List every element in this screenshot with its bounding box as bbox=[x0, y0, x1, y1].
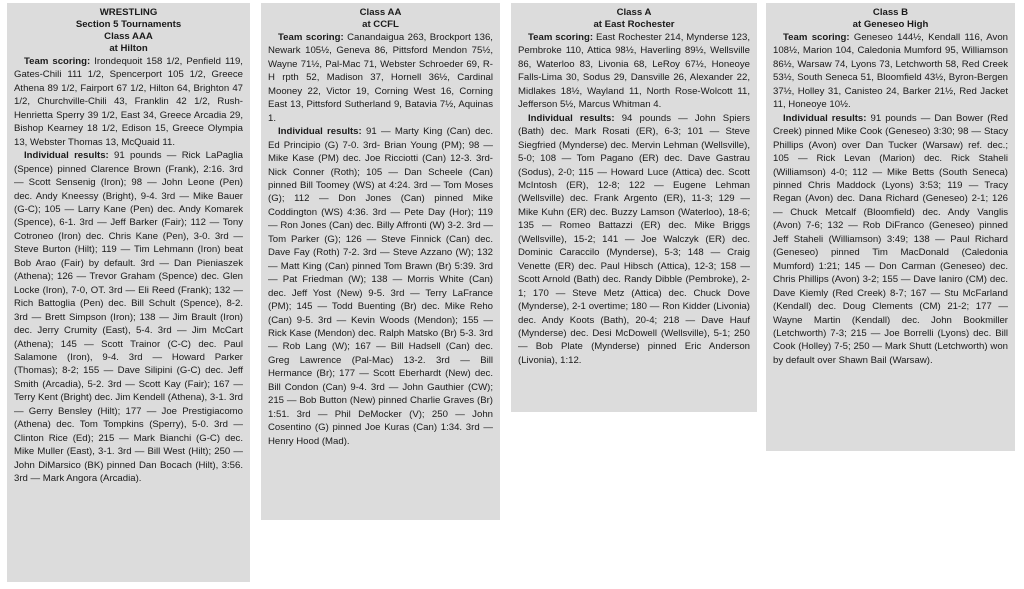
individual-results-text: 94 pounds — John Spiers (Bath) dec. Mark Rosati (ER), 6-3; 101 — Steve Siegfried (Mynderse) dec. Mervin Lehman (Wellsville), 5-0; 108 — Tom Pagano (ER) dec. Dave Gastrau (Sodus), 2-0; 115 — Howard Luce (Attica) dec. Scott McIntosh (ER), 12-8; 122 — Eugene Lehman (Wellsville) dec. Frank Argento (ER), 11-3; 129 — Mike Kuhn (ER) dec. Buzzy Lamson (Waterloo), 18-6; 135 — Romeo Battazzi (ER) dec. Mike Briggs (Wellsville), 15-2; 141 — Joe Walczyk (ER) dec. Dominic Caraccilo (Mynderse), 5-3; 148 — Craig Venette (ER) dec. Paul Hibsch (Attica), 12-3; 158 — Scott Arnold (Bath) dec. Randy Dibble (Pembroke), 2-1; 170 — Steve Metz (Attica) dec. Chuck Dove (Mynderse), 2-1 overtime; 180 — Ron Kidder (Livonia) dec. Andy Koots (Bath), 20-4; 218 — Dave Hauf (Mynderse) dec. Desi McDowell (Wellsville), 5-1; 250 — Bob Plate (Mynderse) pinned Eric Anderson (Livonia), 1:12. bbox=[518, 112, 750, 366]
team-scoring-text: Geneseo 144½, Kendall 116, Avon 108½, Marion 104, Caledonia Mumford 95, Williamson 86½, Warsaw 74, Lyons 73, Letchworth 58, Red Creek 53½, South Seneca 51, Bloomfield 43½, Byron-Bergen 37½, Holley 31, Canisteo 24, Barker 21½, Red Jacket 11, Honeoye 10½. bbox=[773, 32, 1008, 111]
team-scoring-text: Irondequoit 158 1/2, Penfield 119, Gates-Chili 111 1/2, Spencerport 105 1/2, Greece Athena 89 1/2, Fairport 67 1/2, Hilton 64, Brighton 47 1/2, Churchville-Chili 43, Franklin 42 1/2, Rush-Henrietta Sperry 39 1/2, East 34, Greece Arcadia 29, Bishop Kearney 18 1/2, Edison 15, Greece Olympia 13, Webster Thomas 13, McQuaid 11. bbox=[14, 56, 243, 148]
venue-title: at Geneseo High bbox=[852, 19, 929, 30]
team-scoring-paragraph bbox=[268, 31, 493, 125]
individual-results-paragraph bbox=[14, 149, 243, 485]
individual-results-text: 91 pounds — Dan Bower (Red Creek) pinned Mike Cook (Geneseo) 3:30; 98 — Stacy Phillips (Avon) over Dan Tucker (Warsaw) ref. dec.; 105 — Rick Levan (Marion) dec. Rick Staheli (Williamson) 4-0; 112 — Mike Betts (South Seneca) pinned Chris Maddock (Lyons) 3:53; 119 — Tracy Regan (Avon) dec. Dana Richard (Geneseo) 2-1; 126 — Chuck Metcalf (Bloomfield) dec. Andy Vanglis (Avon) 7-6; 132 — Rob DiFranco (Geneseo) pinned Jeff Staheli (Williamson) 3:49; 138 — Paul Richard (Geneseo) pinned Tim MacDonald (Caledonia Mumford) 1:21; 145 — Don Carman (Geneseo) dec. Chris Phillips (Avon) 3-2; 155 — Dave Ianiro (CM) dec. Dave Kiemly (Red Creek) 8-7; 167 — Stu McFarland (Kendall) dec. Doug Clements (CM) 21-2; 177 — Wayne Martin (Kendall) dec. John Bookmiller (Letchworth) 7-3; 215 — Joe Borrelli (Lyons) dec. Bill Cook (Holley) 7-5; 250 — Mark Shutt (Letchworth) won by default over Shawn Bail (Warsaw). bbox=[773, 112, 1008, 366]
venue-title: at Hilton bbox=[109, 43, 148, 54]
class-title: Class B bbox=[872, 7, 909, 18]
individual-results-label: Individual results: bbox=[278, 126, 362, 138]
team-scoring-paragraph bbox=[14, 55, 243, 149]
team-scoring-label: Team scoring: bbox=[528, 32, 594, 43]
individual-results-text: 91 pounds — Rick LaPaglia (Spence) pinned Clarence Brown (Frank), 2:16. 3rd — Scott Sensenig (Iron); 98 — John Leone (Pen) dec. Andy Kneessy (Bright), 9-4. 3rd — Mike Bauer (G-C); 105 — Larry Kane (Pen) dec. Andy Komarek (Spence), 6-1. 3rd — Jeff Barker (Fair); 112 — Tony Cotroneo (Iron) dec. Chris Kane (Pen), 3-0. 3rd — Steve Burton (Hilt); 119 — Tim Lehmann (Iron) beat Bob Arao (Fair) by default. 3rd — Dan Pieniaszek (Athena); 126 — Trevor Graham (Spence) dec. Glen Locke (Iron), 7-0, OT. 3rd — Eli Reed (Frank); 132 — Rich Battoglia (Pen) dec. Bill Schult (Spence), 8-2. 3rd — Brett Simpson (Iron); 138 — Jim Brault (Iron) dec. Jerry Crumity (East), 5-4. 3rd — Jim McCart (Athena); 145 — Scott Trainor (C-C) dec. Paul Salamone (Iron), 9-4. 3rd — Howard Parker (Thomas); 8-2; 155 — Dave Silipini (G-C) dec. Jeff Smith (Arcadia), 5-2. 3rd — Scott Kay (Fair); 167 — Terry Kent (Bright) dec. Jim Kendell (Athena), 3-1. 3rd — Gerry Bensley (Hilt); 177 — Joe Prestigiacomo (Athena) dec. Tom Tompkins (Sperry), 5-0. 3rd — Clinton Rice (Ed); 215 — Mark Bianchi (G-C) dec. Mike Muller (East), 3-1. 3rd — Bill West (Hilt); 250 — John DiMarsico (BK) pinned Dan Bocach (Hilt), 3:56. 3rd — Mark Angora (Arcadia). bbox=[14, 150, 243, 485]
team-scoring-label: Team scoring: bbox=[783, 32, 850, 43]
class-title: Class A bbox=[616, 7, 652, 18]
team-scoring-text: East Rochester 214, Mynderse 123, Pembroke 110, Attica 98½, Haverling 89½, Wellsville 86, Waterloo 83, Livonia 68, LeRoy 67½, Honeoye Falls-Lima 30, Sodus 29, Dansville 26, Alexander 22, Midlakes 18½, Wayland 11, North Rose-Wolcott 11, Jefferson 5½, Marcus Whitman 4. bbox=[518, 32, 750, 111]
individual-results-paragraph bbox=[773, 112, 1008, 368]
clipping-heading bbox=[518, 7, 750, 31]
individual-results-label: Individual results: bbox=[528, 112, 615, 124]
clipping-class-a-east-rochester bbox=[511, 3, 757, 412]
venue-title: at CCFL bbox=[362, 19, 399, 30]
tournament-title: Section 5 Tournaments bbox=[75, 19, 182, 30]
section-title: WRESTLING bbox=[99, 7, 158, 18]
individual-results-paragraph bbox=[518, 112, 750, 368]
team-scoring-label: Team scoring: bbox=[24, 56, 91, 67]
clipping-class-aa-ccfl bbox=[261, 3, 500, 520]
individual-results-label: Individual results: bbox=[783, 112, 867, 124]
clipping-heading bbox=[773, 7, 1008, 31]
individual-results-paragraph bbox=[268, 125, 493, 448]
venue-title: at East Rochester bbox=[593, 19, 675, 30]
clipping-heading bbox=[268, 7, 493, 31]
class-title: Class AAA bbox=[104, 31, 153, 42]
clipping-heading bbox=[14, 7, 243, 55]
team-scoring-paragraph bbox=[773, 31, 1008, 112]
clipping-class-b-geneseo bbox=[766, 3, 1015, 451]
clipping-class-aaa-hilton bbox=[7, 3, 250, 582]
team-scoring-label: Team scoring: bbox=[278, 32, 344, 43]
individual-results-label: Individual results: bbox=[24, 150, 109, 162]
individual-results-text: 91 — Marty King (Can) dec. Ed Principio (G) 7-0. 3rd- Brian Young (PM); 98 — Mike Kase (PM) dec. Joe Ricciotti (Can) 12-3. 3rd- Nick Conner (Roth); 105 — Dan Scheele (Can) pinned Bill Toomey (WS) at 4:24. 3rd — Tom Moses (G); 112 — Don Jones (Can) pinned Mike Coddington (WS) 4:36. 3rd — Pete Day (Hor); 119 — Ron Jones (Can) dec. Billy Affronti (W) 3-2. 3rd — Tom Parker (G); 126 — Steve Finnick (Can) dec. Dave Fay (Roth) 7-2. 3rd — Steve Azzano (W); 132 — Matt King (Can) pinned Tom Brawn (Br) 5:39. 3rd — Pat Friedman (W); 138 — Morris White (Can) dec. Jeff Yost (New) 9-5. 3rd — Terry LaFrance (PM); 145 — Todd Buenting (Br) dec. Mike Reho (Can) 9-5. 3rd — Kevin Woods (Mendon); 155 — Rick Kase (Mendon) dec. Ralph Matsko (Br) 5-3. 3rd — Rob Lang (W); 167 — Bill Hadsell (Can) dec. Greg Lawrence (Pal-Mac) 13-2. 3rd — Bill Hermance (Br); 177 — Scott Eberhardt (New) dec. Bill Condon (Can) 9-4. 3rd — John Gauthier (CW); 215 — Bob Button (New) pinned Charlie Graves (Br) 1:51. 3rd — Phil DeMocker (V); 250 — John Cosentino (G) pinned Joe Kuras (Can) 1:34. 3rd — Henry Hood (Mad). bbox=[268, 126, 493, 447]
class-title: Class AA bbox=[359, 7, 402, 18]
team-scoring-text: Canandaigua 263, Brockport 136, Newark 105½, Geneva 86, Pittsford Mendon 75½, Wayne 71½, Pal-Mac 71, Webster Schroeder 69, R-H rpth 52, Madison 37, Hornell 36½, Cardinal Mooney 22, Victor 19, Corning West 16, Corning East 13, Pittsford Sutherland 9, Batavia 7½, Aquinas 1. bbox=[268, 32, 493, 124]
team-scoring-paragraph bbox=[518, 31, 750, 112]
